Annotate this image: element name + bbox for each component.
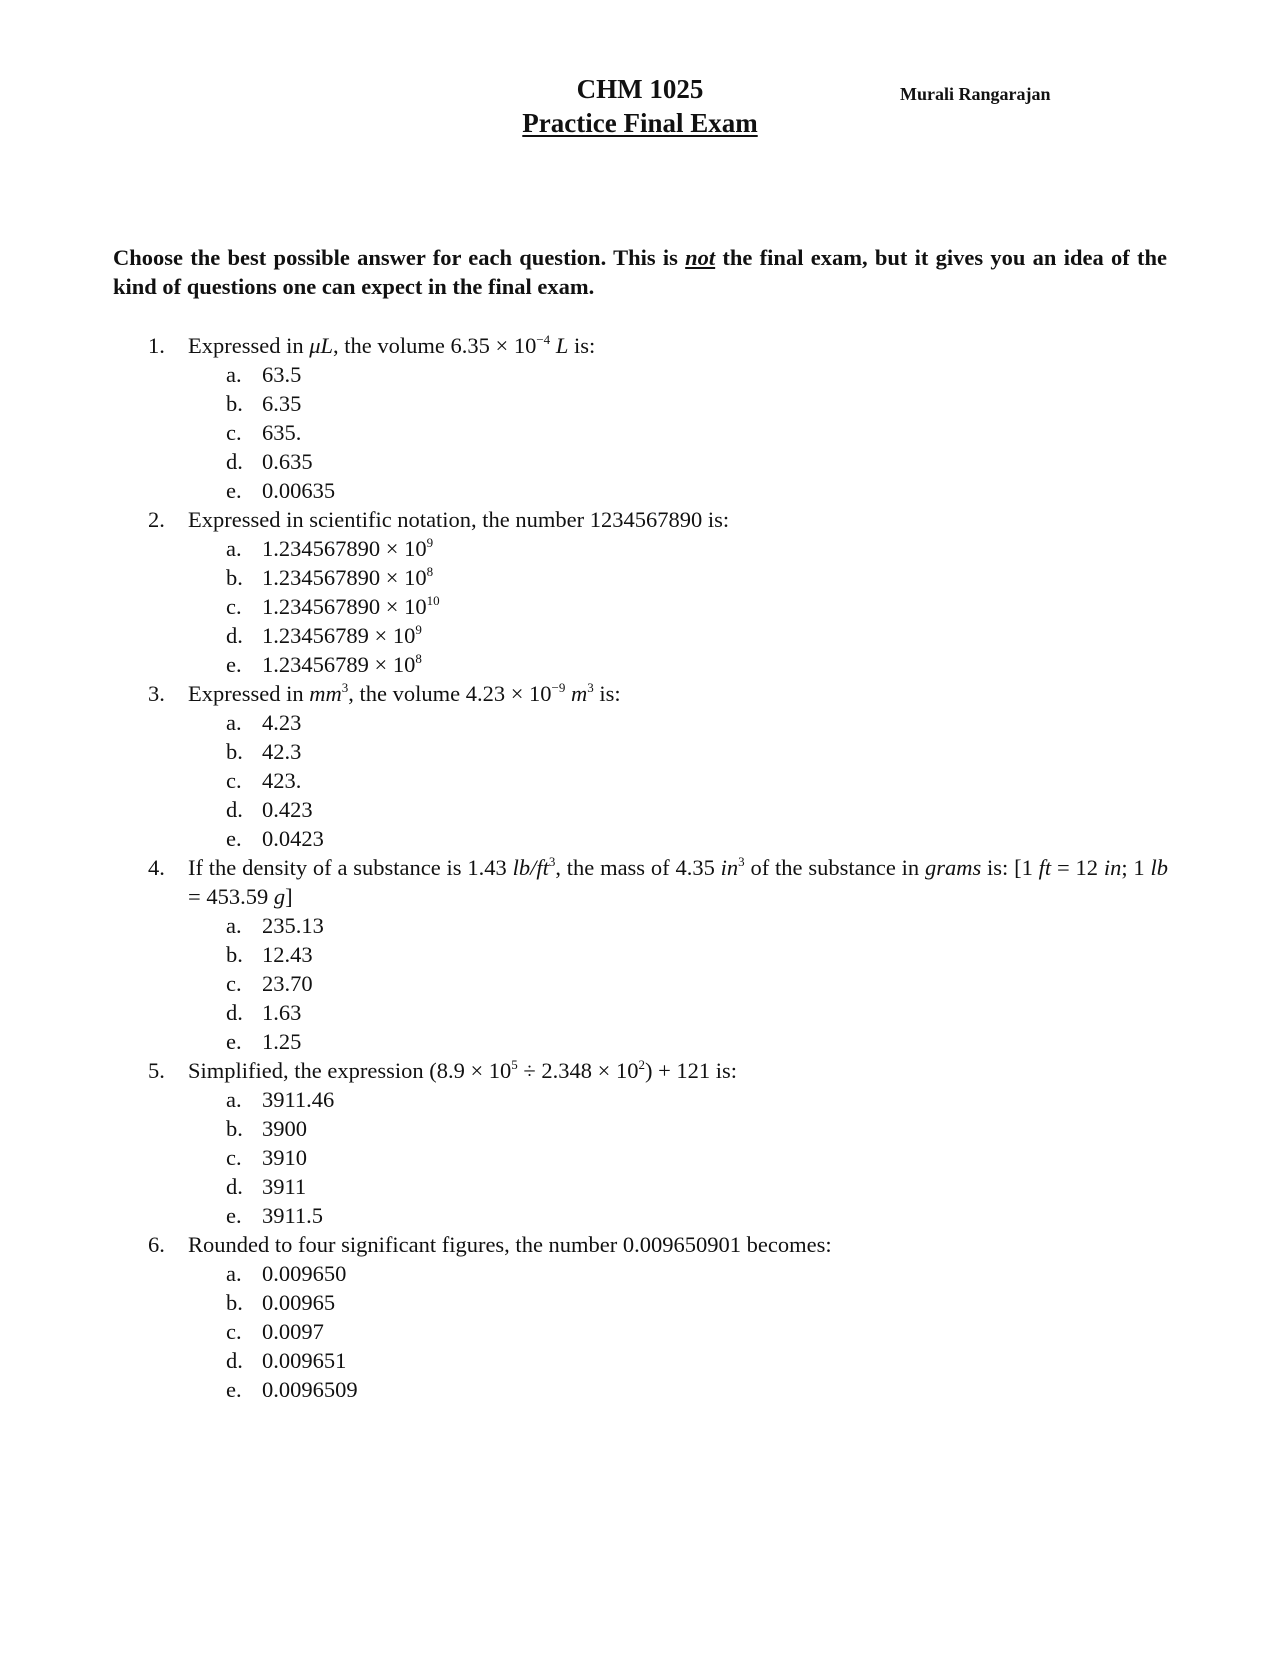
unit-lb: lb <box>1150 855 1168 880</box>
option-value: 3911.46 <box>262 1087 335 1112</box>
option-letter: b. <box>226 1290 243 1315</box>
option-letter: a. <box>226 710 242 735</box>
answer-option-a[interactable] <box>226 1085 1168 1114</box>
answer-option-c[interactable] <box>226 766 1168 795</box>
option-letter: a. <box>226 1261 242 1286</box>
exponent: −4 <box>536 332 551 347</box>
option-letter: e. <box>226 1029 242 1054</box>
option-letter: d. <box>226 623 243 648</box>
q-text-part: Simplified, the expression (8.9 × 10 <box>188 1058 512 1083</box>
option-value: 3910 <box>262 1145 307 1170</box>
question-number: 2. <box>148 507 165 532</box>
exponent: 3 <box>341 680 349 695</box>
question-text <box>188 1056 1168 1085</box>
answer-option-d[interactable] <box>226 621 1168 650</box>
unit-mm: mm <box>309 681 342 706</box>
answer-option-e[interactable] <box>226 650 1168 679</box>
option-value: 6.35 <box>262 391 302 416</box>
answer-option-b[interactable] <box>226 940 1168 969</box>
option-value: 0.009651 <box>262 1348 347 1373</box>
question-text <box>188 331 1168 360</box>
unit-m: m <box>571 681 588 706</box>
q-text-part: , the volume 4.23 × 10 <box>348 681 552 706</box>
question-text <box>188 679 1168 708</box>
option-value: 1.23456789 × 10 <box>262 623 416 648</box>
unit-liter: L <box>555 333 569 358</box>
q-text-part: , the mass of 4.35 <box>555 855 721 880</box>
author-name: Murali Rangarajan <box>900 84 1051 104</box>
option-letter: b. <box>226 739 243 764</box>
answer-option-a[interactable] <box>226 360 1168 389</box>
instructions <box>113 243 1167 301</box>
instructions-after: the final exam, but it gives you an idea of the kind of questions one can expect in the final exam. <box>113 245 1167 299</box>
q-text-part: = 12 <box>1051 855 1104 880</box>
exponent: 5 <box>511 1057 518 1072</box>
answer-option-e[interactable] <box>226 1375 1168 1404</box>
exponent: 9 <box>426 535 434 550</box>
instructions-before: Choose the best possible answer for each question. This is <box>113 245 686 270</box>
exponent: 3 <box>738 854 745 869</box>
unit-g: g <box>273 884 286 909</box>
option-letter: b. <box>226 391 243 416</box>
q-text-part: is: <box>568 333 596 358</box>
instructions-emphasis: not <box>685 245 716 270</box>
exponent: 8 <box>415 651 422 666</box>
option-value: 0.00635 <box>262 478 336 503</box>
option-value: 423. <box>262 768 302 793</box>
option-letter: a. <box>226 1087 242 1112</box>
question-number: 1. <box>148 333 165 358</box>
option-value: 235.13 <box>262 913 324 938</box>
option-letter: c. <box>226 971 242 996</box>
option-letter: e. <box>226 826 242 851</box>
option-value: 0.009650 <box>262 1261 347 1286</box>
exponent: 8 <box>426 564 434 579</box>
exponent: −9 <box>551 680 566 695</box>
question-number: 6. <box>148 1232 165 1257</box>
answer-option-d[interactable] <box>226 1172 1168 1201</box>
option-value: 0.0097 <box>262 1319 324 1344</box>
option-value: 1.63 <box>262 1000 302 1025</box>
option-value: 1.25 <box>262 1029 302 1054</box>
option-letter: c. <box>226 1145 242 1170</box>
answer-option-c[interactable] <box>226 592 1168 621</box>
answer-options <box>226 360 1168 505</box>
option-value: 0.423 <box>262 797 313 822</box>
unit-microliter: μL <box>309 333 334 358</box>
option-letter: e. <box>226 1203 242 1228</box>
question-list <box>148 331 1168 1404</box>
option-value: 1.23456789 × 10 <box>262 652 416 677</box>
option-value: 1.234567890 × 10 <box>262 565 427 590</box>
option-value: 3911.5 <box>262 1203 324 1228</box>
q-text-part: ; 1 <box>1121 855 1151 880</box>
unit-grams: grams <box>924 855 982 880</box>
answer-option-b[interactable] <box>226 1288 1168 1317</box>
option-value: 4.23 <box>262 710 302 735</box>
answer-option-e[interactable] <box>226 1027 1168 1056</box>
question-4 <box>148 853 1168 1056</box>
exponent: 3 <box>587 680 594 695</box>
option-letter: b. <box>226 942 243 967</box>
option-letter: c. <box>226 1319 242 1344</box>
answer-options <box>226 1259 1168 1404</box>
option-value: 3900 <box>262 1116 307 1141</box>
answer-option-a[interactable] <box>226 911 1168 940</box>
q-text-part: is: <box>593 681 621 706</box>
option-letter: d. <box>226 797 243 822</box>
answer-options <box>226 534 1168 679</box>
option-letter: d. <box>226 449 243 474</box>
option-value: 63.5 <box>262 362 302 387</box>
answer-option-b[interactable] <box>226 389 1168 418</box>
unit-in: in <box>720 855 739 880</box>
question-text: Rounded to four significant figures, the number 0.009650901 becomes: <box>188 1232 832 1257</box>
answer-option-b[interactable] <box>226 563 1168 592</box>
answer-options <box>226 708 1168 853</box>
exponent: 2 <box>638 1057 645 1072</box>
question-2 <box>148 505 1168 679</box>
question-number: 4. <box>148 855 165 880</box>
q-text-part: , the volume 6.35 × 10 <box>333 333 537 358</box>
option-letter: a. <box>226 913 242 938</box>
answer-option-e[interactable] <box>226 476 1168 505</box>
option-letter: c. <box>226 594 242 619</box>
option-letter: d. <box>226 1000 243 1025</box>
question-3 <box>148 679 1168 853</box>
q-text-part: If the density of a substance is 1.43 <box>188 855 513 880</box>
option-value: 0.0096509 <box>262 1377 358 1402</box>
exam-title-text: Practice Final Exam <box>522 108 758 138</box>
option-value: 0.0423 <box>262 826 324 851</box>
option-letter: d. <box>226 1348 243 1373</box>
answer-option-d[interactable] <box>226 998 1168 1027</box>
answer-option-a[interactable] <box>226 534 1168 563</box>
answer-option-d[interactable] <box>226 795 1168 824</box>
option-value: 1.234567890 × 10 <box>262 594 427 619</box>
option-value: 0.00965 <box>262 1290 336 1315</box>
option-letter: b. <box>226 1116 243 1141</box>
question-1 <box>148 331 1168 505</box>
exam-title <box>440 106 840 140</box>
answer-option-e[interactable] <box>226 1201 1168 1230</box>
unit-in: in <box>1103 855 1122 880</box>
q-text-part: ) + 121 is: <box>644 1058 738 1083</box>
q-text-part: of the substance in <box>744 855 925 880</box>
answer-option-c[interactable] <box>226 969 1168 998</box>
option-value: 3911 <box>262 1174 307 1199</box>
q-text-part: ] <box>285 884 293 909</box>
question-6 <box>148 1230 1168 1404</box>
option-letter: e. <box>226 1377 242 1402</box>
option-letter: a. <box>226 536 242 561</box>
course-code: CHM 1025 <box>576 74 704 104</box>
answer-option-b[interactable] <box>226 1114 1168 1143</box>
option-letter: c. <box>226 768 242 793</box>
answer-option-a[interactable] <box>226 708 1168 737</box>
question-text: Expressed in scientific notation, the number 1234567890 is: <box>188 507 730 532</box>
option-letter: e. <box>226 652 242 677</box>
q-text-part: Expressed in <box>188 333 310 358</box>
option-letter: d. <box>226 1174 243 1199</box>
answer-options <box>226 1085 1168 1230</box>
q-text-part: Expressed in <box>188 681 310 706</box>
option-letter: b. <box>226 565 243 590</box>
answer-option-c[interactable] <box>226 1143 1168 1172</box>
option-letter: a. <box>226 362 242 387</box>
option-letter: c. <box>226 420 242 445</box>
q-text-part: is: [1 <box>981 855 1039 880</box>
option-value: 23.70 <box>262 971 313 996</box>
q-text-part: = 453.59 <box>188 884 274 909</box>
option-value: 42.3 <box>262 739 302 764</box>
option-value: 12.43 <box>262 942 313 967</box>
unit-ft: ft <box>1038 855 1052 880</box>
answer-option-e[interactable] <box>226 824 1168 853</box>
q-text-part: ÷ 2.348 × 10 <box>517 1058 639 1083</box>
option-value: 635. <box>262 420 302 445</box>
answer-option-d[interactable] <box>226 447 1168 476</box>
answer-option-c[interactable] <box>226 1317 1168 1346</box>
exponent: 10 <box>426 593 440 608</box>
answer-option-a[interactable] <box>226 1259 1168 1288</box>
question-5 <box>148 1056 1168 1230</box>
option-letter: e. <box>226 478 242 503</box>
question-number: 3. <box>148 681 165 706</box>
answer-options <box>226 911 1168 1056</box>
answer-option-c[interactable] <box>226 418 1168 447</box>
unit-density: lb/ft <box>512 855 549 880</box>
exponent: 9 <box>415 622 422 637</box>
question-text <box>188 853 1168 911</box>
option-value: 0.635 <box>262 449 313 474</box>
question-number: 5. <box>148 1058 165 1083</box>
exponent: 3 <box>548 854 556 869</box>
answer-option-b[interactable] <box>226 737 1168 766</box>
option-value: 1.234567890 × 10 <box>262 536 427 561</box>
answer-option-d[interactable] <box>226 1346 1168 1375</box>
